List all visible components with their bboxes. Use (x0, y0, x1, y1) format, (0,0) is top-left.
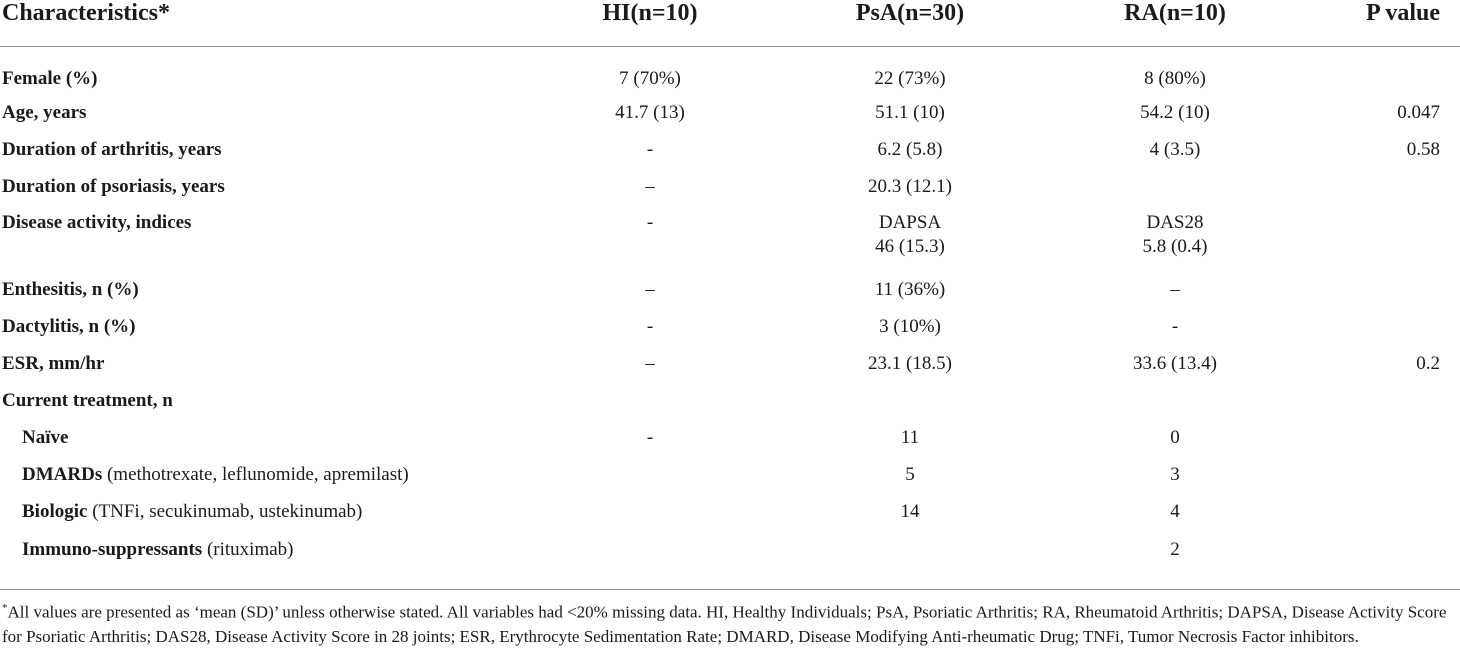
row-label: ESR, mm/hr (2, 352, 105, 374)
row-label-detail: (rituximab) (202, 539, 294, 560)
row-label: Duration of psoriasis, years (2, 175, 225, 197)
cell-p (1270, 493, 1460, 530)
cell-psa: 51.1 (10) (875, 101, 945, 123)
cell-psa (740, 205, 1080, 271)
cell-hi: - (646, 426, 654, 448)
row-label (0, 456, 560, 493)
row-label-bold: DMARDs (22, 463, 103, 485)
row-label (0, 493, 560, 530)
footnote-marker: * (2, 602, 8, 614)
cell-ra (1080, 168, 1270, 205)
row-label (0, 530, 560, 584)
cell-psa: 3 (10%) (879, 315, 941, 337)
cell-ra (1080, 205, 1270, 271)
cell-ra: – (1170, 278, 1180, 300)
cell-ra: - (1171, 315, 1179, 337)
row-label-detail: (methotrexate, leflunomide, apremilast) (102, 463, 409, 485)
cell-hi (560, 493, 740, 530)
cell-hi: – (645, 352, 655, 374)
header-p-value: P value (1270, 0, 1460, 47)
table-row (0, 205, 1460, 271)
table-row (0, 382, 1460, 419)
header-characteristics: Characteristics* (0, 0, 560, 47)
row-label-bold: Naïve (22, 426, 69, 448)
row-label-bold: Immuno-suppressants (22, 539, 203, 560)
cell-ra: 0 (1170, 426, 1180, 448)
cell-hi: - (646, 212, 654, 233)
row-label-bold: Biologic (22, 500, 88, 522)
cell-ra (1080, 382, 1270, 419)
table-row (0, 47, 1460, 95)
cell-psa: 20.3 (12.1) (868, 175, 952, 197)
cell-psa (740, 530, 1080, 584)
cell-p (1270, 47, 1460, 95)
header-row (0, 0, 1460, 47)
cell-psa-index: DAPSA (878, 212, 942, 233)
cell-ra: 3 (1170, 463, 1180, 485)
cell-p: 0.047 (1397, 101, 1440, 123)
header-psa: PsA(n=30) (740, 0, 1080, 47)
cell-hi: 41.7 (13) (615, 101, 685, 123)
cell-ra: 33.6 (13.4) (1133, 352, 1217, 374)
cell-ra: 8 (80%) (1144, 67, 1206, 89)
cell-psa: 6.2 (5.8) (877, 138, 943, 160)
footnote-text: All values are presented as ‘mean (SD)’ unless otherwise stated. All variables had <20% missing data. HI, Healthy Individuals; PsA, Psoriatic Arthritis; RA, Rheumatoid Arthritis; DAPSA, Disease Activity Score for Psoriatic Arthritis; DAS28, Disease Activity Score in 28 joints; ESR, Erythrocyte Sedimentation Rate; DMARD, Disease Modifying Anti-rheumatic Drug; TNFi, Tumor Necrosis Factor inhibitors. (2, 602, 1447, 646)
table-body (0, 47, 1460, 585)
cell-hi (560, 530, 740, 584)
table-footnote (2, 596, 1454, 649)
cell-ra-index: DAS28 (1146, 212, 1204, 233)
table-row (0, 271, 1460, 308)
cell-psa-value: 46 (15.3) (875, 236, 945, 257)
row-label: Duration of arthritis, years (2, 138, 222, 160)
table-row (0, 530, 1460, 584)
table-header (0, 0, 1460, 47)
cell-psa: 22 (73%) (874, 67, 946, 89)
table-row (0, 94, 1460, 131)
cell-ra: 54.2 (10) (1140, 101, 1210, 123)
row-label-detail: (TNFi, secukinumab, ustekinumab) (87, 500, 363, 522)
cell-hi: - (646, 138, 654, 160)
cell-p (1270, 271, 1460, 308)
cell-p (1270, 456, 1460, 493)
cell-hi (560, 456, 740, 493)
row-label (0, 419, 560, 456)
header-ra: RA(n=10) (1080, 0, 1270, 47)
cell-psa: 5 (905, 463, 915, 485)
cell-ra: 4 (3.5) (1149, 138, 1201, 160)
cell-hi: - (646, 315, 654, 337)
cell-p (1270, 308, 1460, 345)
cell-hi: 7 (70%) (619, 67, 681, 89)
cell-psa: 14 (900, 500, 920, 522)
table-row (0, 419, 1460, 456)
cell-hi: – (645, 278, 655, 300)
cell-p: 0.58 (1406, 138, 1440, 160)
cell-psa: 11 (36%) (874, 278, 946, 300)
cell-psa (740, 382, 1080, 419)
cell-p (1270, 382, 1460, 419)
table-row (0, 308, 1460, 345)
cell-p (1270, 168, 1460, 205)
cell-p (1270, 419, 1460, 456)
row-label: Female (%) (2, 67, 98, 89)
table-row (0, 168, 1460, 205)
cell-p (1270, 530, 1460, 584)
cell-psa: 11 (900, 426, 920, 448)
cell-psa: 23.1 (18.5) (868, 352, 952, 374)
table-row (0, 345, 1460, 382)
cell-p: 0.2 (1416, 352, 1440, 374)
cell-hi: – (645, 175, 655, 197)
cell-hi (560, 382, 740, 419)
footnote-divider (0, 589, 1460, 590)
cell-p (1270, 205, 1460, 271)
table-row (0, 493, 1460, 530)
cell-ra: 4 (1170, 500, 1180, 522)
row-label: Dactylitis, n (%) (2, 315, 136, 337)
cell-ra-value: 5.8 (0.4) (1142, 236, 1208, 257)
row-label: Age, years (2, 101, 87, 123)
table-row (0, 456, 1460, 493)
row-label: Disease activity, indices (2, 212, 192, 233)
table-row (0, 131, 1460, 168)
row-label: Current treatment, n (2, 389, 173, 411)
header-hi: HI(n=10) (560, 0, 740, 47)
row-label: Enthesitis, n (%) (2, 278, 139, 300)
cell-ra: 2 (1170, 539, 1180, 560)
